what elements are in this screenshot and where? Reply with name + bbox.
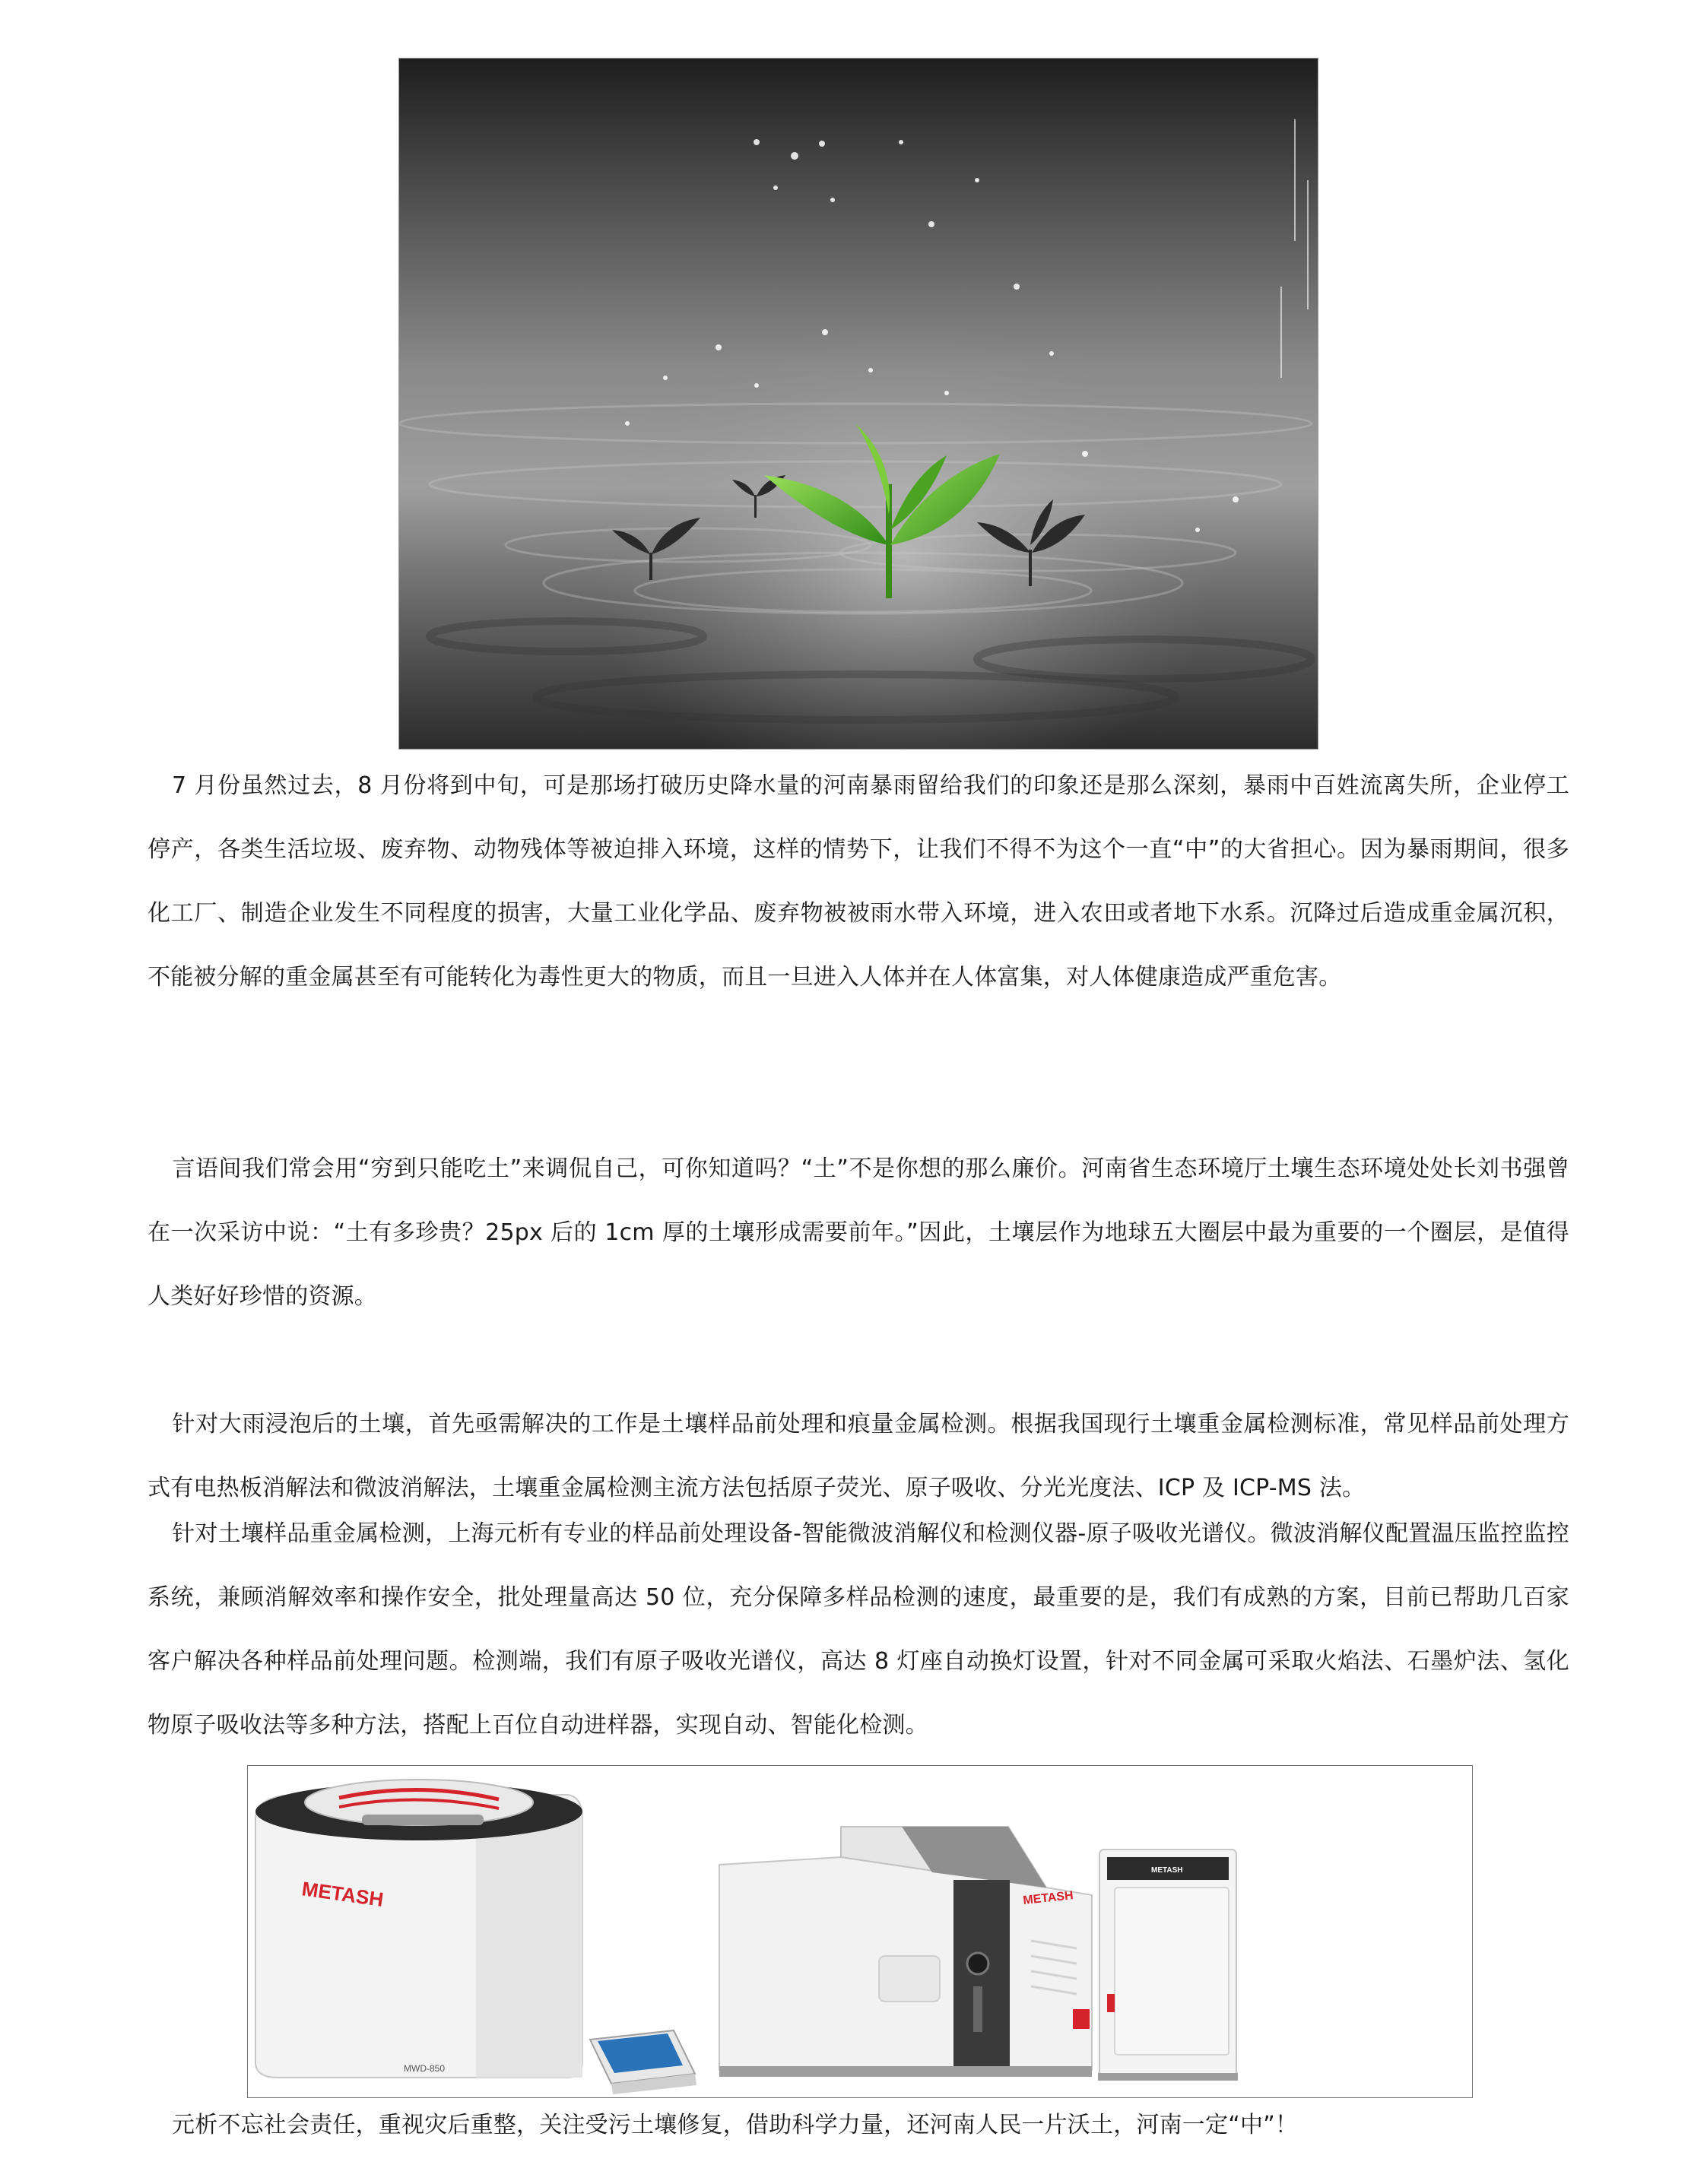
digester-model-label: MWD-850 [404, 2063, 446, 2074]
paragraph-1-text: 7 月份虽然过去，8 月份将到中旬，可是那场打破历史降水量的河南暴雨留给我们的印象还是那么深刻，暴雨中百姓流离失所，企业停工停产，各类生活垃圾、废弃物、动物残体等被迫排入环境，这样的情势下，让我们不得不为这个一直“中”的大省担心。因为暴雨期间，很多化工厂、制造企业发生不同程度的损害，大量工业化学品、废弃物被被雨水带入环境，进入农田或者地下水系。沉降过后造成重金属沉积，不能被分解的重金属甚至有可能转化为毒性更大的物质，而且一旦进入人体并在人体富集，对人体健康造成严重危害。 [148, 772, 1569, 991]
rain-sprout-illustration [399, 59, 1318, 749]
paragraph-3-text: 针对大雨浸泡后的土壤，首先亟需解决的工作是土壤样品前处理和痕量金属检测。根据我国现行土壤重金属检测标准，常见样品前处理方式有电热板消解法和微波消解法，土壤重金属检测主流方法包括原子荧光、原子吸收、分光光度法、ICP 及 ICP-MS 法。 [148, 1411, 1569, 1501]
article-paragraph-2 [148, 1137, 1569, 1329]
hero-photo [398, 58, 1318, 750]
sampler-brand-label: METASH [1151, 1866, 1183, 1875]
instruments-illustration [248, 1766, 1472, 2097]
paragraph-4-text: 针对土壤样品重金属检测，上海元析有专业的样品前处理设备-智能微波消解仪和检测仪器-原子吸收光谱仪。微波消解仪配置温压监控监控系统，兼顾消解效率和操作安全，批处理量高达 50 位，充分保障多样品检测的速度，最重要的是，我们有成熟的方案，目前已帮助几百家客户解决各种样品前处理问题。检测端，我们有原子吸收光谱仪，高达 8 灯座自动换灯设置，针对不同金属可采取火焰法、石墨炉法、氢化物原子吸收法等多种方法，搭配上百位自动进样器，实现自动、智能化检测。 [148, 1520, 1569, 1739]
atomic-absorption-spectrometer [719, 1827, 1092, 2077]
spectrometer-brand-label: METASH [1022, 1889, 1074, 1907]
paragraph-2-text: 言语间我们常会用“穷到只能吃土”来调侃自己，可你知道吗？“土”不是你想的那么廉价。河南省生态环境厅土壤生态环境处处长刘书强曾在一次采访中说：“土有多珍贵？25px 后的 1cm 厚的土壤形成需要前年。”因此，土壤层作为地球五大圈层中最为重要的一个圈层，是值得人类好好珍惜的资源。 [148, 1155, 1569, 1310]
microwave-digester [255, 1780, 582, 2078]
digester-brand-label: METASH [300, 1877, 386, 1911]
article-paragraph-5 [148, 2094, 1569, 2157]
auto-sampler [1098, 1850, 1238, 2081]
article-paragraph-1 [148, 754, 1569, 1010]
controller-tablet [590, 2030, 696, 2094]
article-paragraph-4 [148, 1502, 1569, 1758]
article-paragraph-3 [148, 1393, 1569, 1520]
paragraph-5-text: 元析不忘社会责任，重视灾后重整，关注受污土壤修复，借助科学力量，还河南人民一片沃土，河南一定“中”！ [172, 2112, 1299, 2138]
product-image [247, 1765, 1473, 2098]
